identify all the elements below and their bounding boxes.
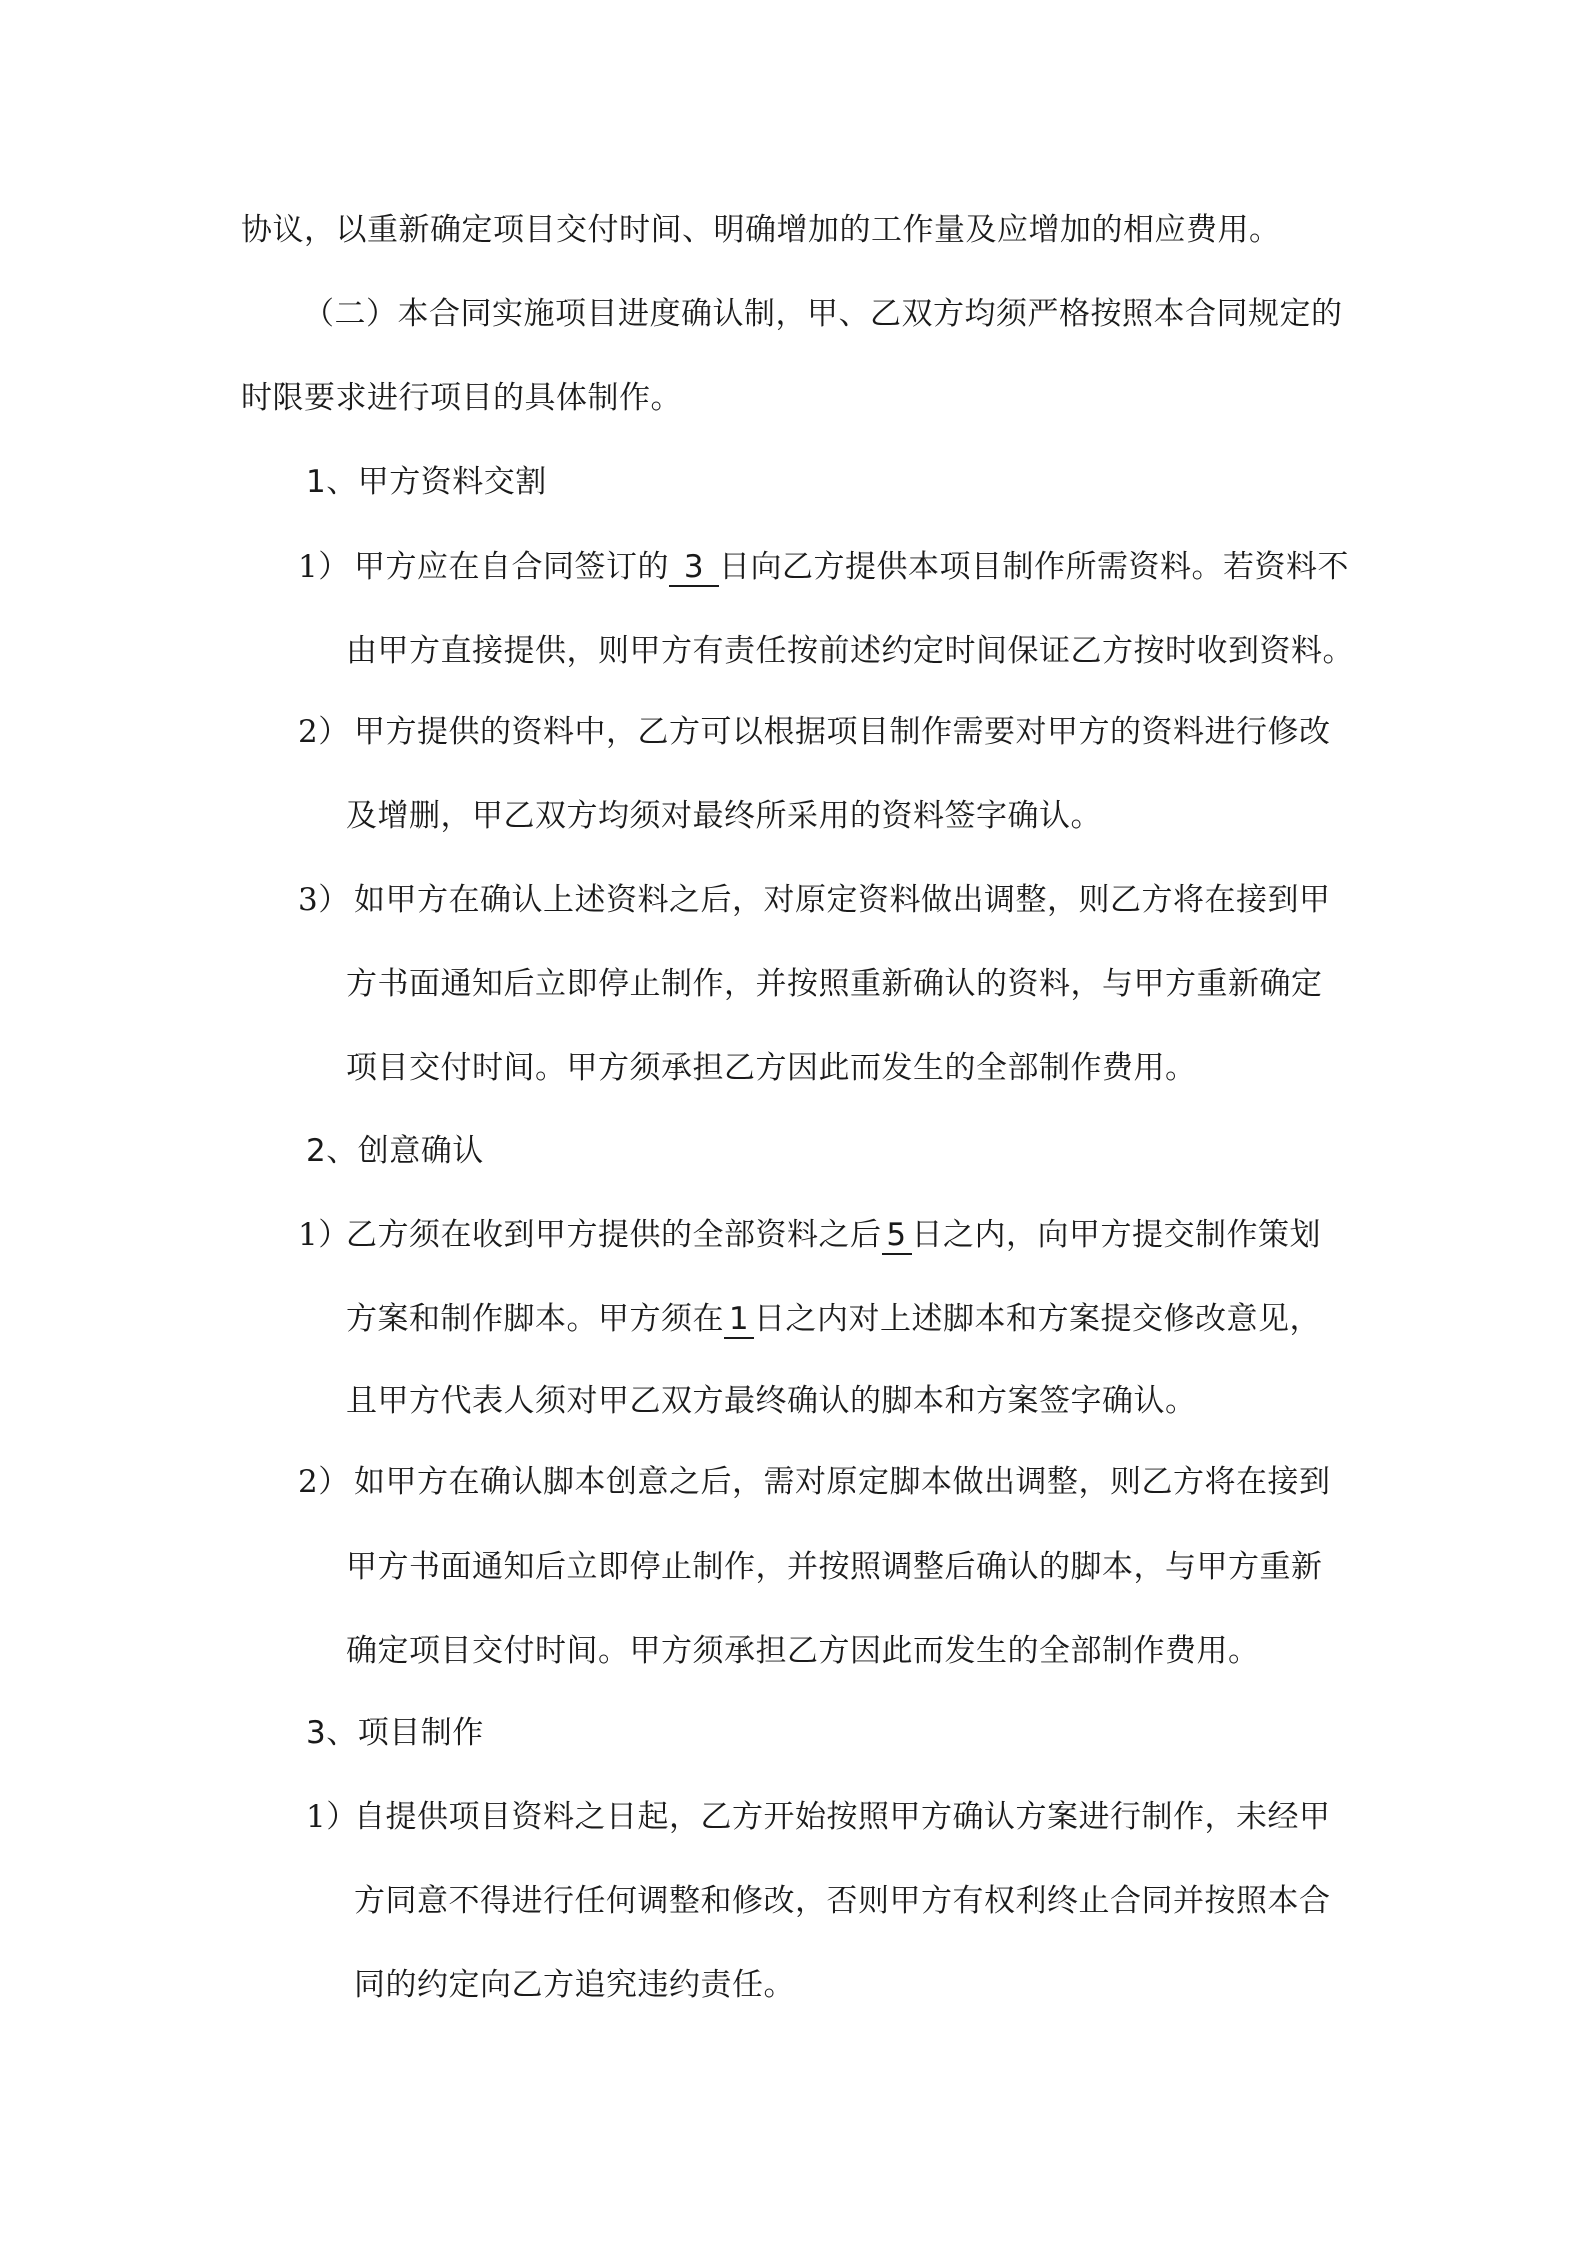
line-text: 2、创意确认 [306,1133,484,1169]
line-text: 自提供项目资料之日起，乙方开始按照甲方确认方案进行制作，未经甲 [354,1799,1331,1835]
subsection-heading [306,1713,484,1753]
list-marker: 3） [298,882,350,918]
list-item-line [298,547,1349,587]
paragraph-line [241,210,1281,250]
list-item-line [298,880,1331,920]
list-marker: 1） [298,549,350,585]
list-marker: 1） [306,1799,358,1835]
paragraph-line [346,796,1102,836]
list-marker: 1） [298,1217,350,1253]
paragraph-line [346,1381,1197,1421]
paragraph-line [241,378,682,418]
paragraph-line [346,964,1323,1004]
line-text: 3、项目制作 [306,1715,484,1751]
subsection-heading [306,462,547,502]
paragraph-line [346,631,1354,671]
line-text: （二）本合同实施项目进度确认制，甲、乙双方均须严格按照本合同规定的 [303,296,1343,332]
paragraph-line [346,1547,1323,1587]
filled-blank: 1 [724,1301,754,1339]
line-text: 1、甲方资料交割 [306,464,547,500]
line-text: 甲方书面通知后立即停止制作，并按照调整后确认的脚本，与甲方重新 [346,1549,1323,1585]
line-text: 方书面通知后立即停止制作，并按照重新确认的资料，与甲方重新确定 [346,966,1323,1002]
line-text: 项目交付时间。甲方须承担乙方因此而发生的全部制作费用。 [346,1050,1197,1086]
paragraph-line [346,1299,1321,1339]
line-text: 乙方须在收到甲方提供的全部资料之后 [346,1217,882,1253]
line-text: 方同意不得进行任何调整和修改，否则甲方有权利终止合同并按照本合 [354,1883,1331,1919]
line-text: 甲方提供的资料中，乙方可以根据项目制作需要对甲方的资料进行修改 [354,714,1331,750]
list-marker: 2） [298,1464,350,1500]
filled-blank: 3 [669,549,719,587]
paragraph-line [346,1631,1260,1671]
line-text: 协议，以重新确定项目交付时间、明确增加的工作量及应增加的相应费用。 [241,212,1281,248]
section-heading-line [303,294,1343,334]
line-text: 由甲方直接提供，则甲方有责任按前述约定时间保证乙方按时收到资料。 [346,633,1354,669]
line-text: 方案和制作脚本。甲方须在 [346,1301,724,1337]
list-item-line [298,712,1331,752]
line-text: 及增删，甲乙双方均须对最终所采用的资料签字确认。 [346,798,1102,834]
filled-blank: 5 [882,1217,912,1255]
line-text: 确定项目交付时间。甲方须承担乙方因此而发生的全部制作费用。 [346,1633,1260,1669]
line-text: 如甲方在确认脚本创意之后，需对原定脚本做出调整，则乙方将在接到 [354,1464,1331,1500]
subsection-heading [306,1131,484,1171]
paragraph-line [354,1881,1331,1921]
line-text: 日之内，向甲方提交制作策划 [911,1217,1321,1253]
line-text: 甲方应在自合同签订的 [354,549,669,585]
line-text: 日向乙方提供本项目制作所需资料。若资料不 [719,549,1349,585]
line-text: 时限要求进行项目的具体制作。 [241,380,682,416]
line-text: 如甲方在确认上述资料之后，对原定资料做出调整，则乙方将在接到甲 [354,882,1331,918]
line-text: 且甲方代表人须对甲乙双方最终确认的脚本和方案签字确认。 [346,1383,1197,1419]
line-text: 日之内对上述脚本和方案提交修改意见， [754,1301,1321,1337]
list-item-line [298,1462,1331,1502]
paragraph-line [346,1048,1197,1088]
line-text: 同的约定向乙方追究违约责任。 [354,1967,795,2003]
list-marker: 2） [298,714,350,750]
paragraph-line [354,1965,795,2005]
list-item-line [306,1797,1331,1837]
list-item-line [298,1215,1321,1255]
